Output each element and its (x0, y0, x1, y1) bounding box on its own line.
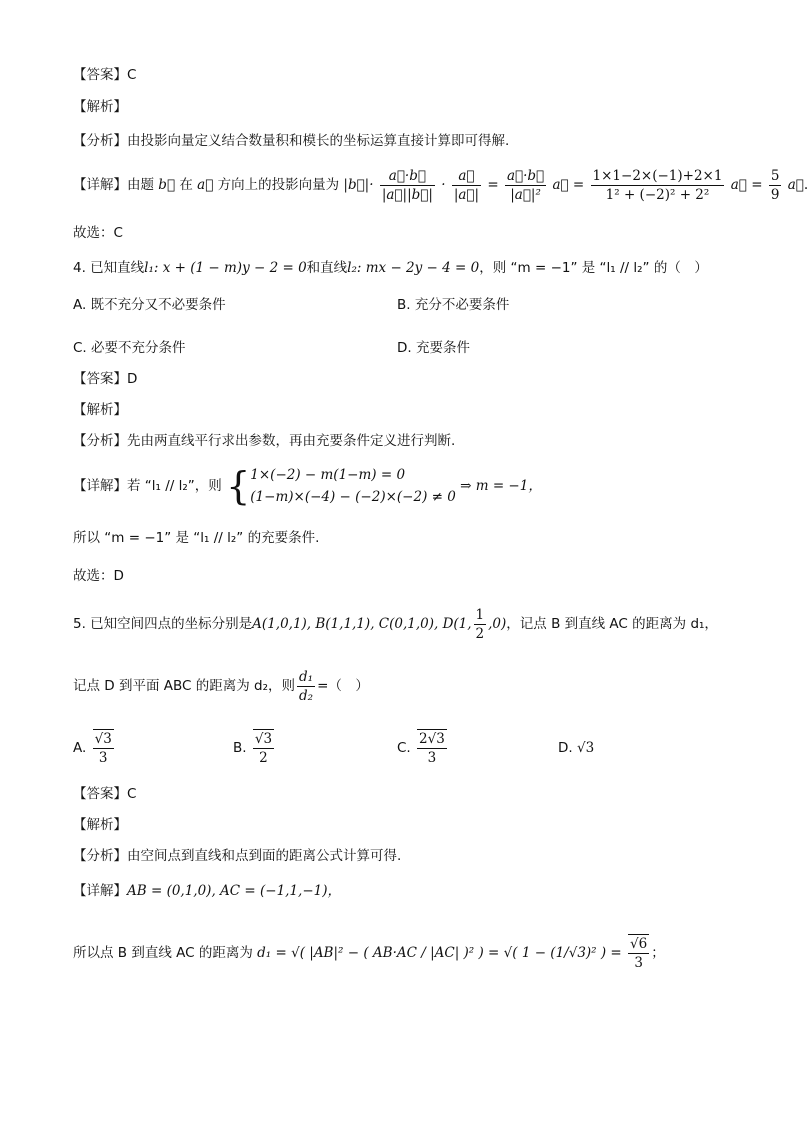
system-brace: { (226, 464, 251, 508)
distance-num: √6 (630, 936, 648, 952)
option-frac (417, 729, 447, 767)
equation-1: 1×(−2) − m(1−m) = 0 (250, 467, 406, 483)
q5-analysis-tag: 【解析】 (73, 817, 127, 833)
line-l2: l₂: mx − 2y − 4 = 0 (347, 260, 480, 276)
option-den: 3 (98, 750, 108, 766)
vector-coords: AB = (0,1,0), AC = (−1,1,−1)， (127, 883, 342, 899)
q4-analysis-tag: 【解析】 (73, 402, 127, 418)
q5-stem2-a: 记点 D 到平面 ABC 的距离为 d₂，则 (73, 678, 296, 694)
q5-stem-1 (73, 602, 718, 646)
option-frac (93, 729, 114, 767)
q5-answer-line (73, 784, 136, 804)
fenxi-text: 由投影向量定义结合数量积和模长的坐标运算直接计算即可得解. (127, 133, 510, 149)
big-numerator: 1×1−2×(−1)+2×1 (592, 167, 723, 184)
points-end: ,0) (488, 616, 507, 632)
option-frac (253, 729, 274, 767)
big-denominator: 1² + (−2)² + 2² (605, 186, 710, 203)
detail-text: 由题 (127, 177, 154, 193)
detail-text-mid: 在 (179, 177, 193, 193)
detail-tag: 【详解】 (73, 478, 127, 494)
q4-stem-b: 和直线 (306, 260, 348, 276)
q4-conclusion: 所以 “m = −1” 是 “l₁ // l₂” 的充要条件. (73, 530, 320, 546)
projection-frac-3: $\frac{a⃗\cdot b⃗}{\text{|a⃗|²}}$ (506, 167, 545, 203)
detail-tag: 【详解】 (73, 883, 127, 899)
projection-frac-2: $\frac{a⃗}{|a⃗|}$ (453, 167, 480, 203)
option-label: D. (558, 740, 573, 756)
q4-option-b: B. 充分不必要条件 (397, 297, 510, 313)
q4-stem-a: 4. 已知直线 (73, 260, 145, 276)
q3-analysis-tag: 【解析】 (73, 99, 127, 115)
answer-tag: 【答案】 (73, 67, 127, 83)
option-num: 2√3 (419, 731, 445, 747)
q4-detail (73, 462, 542, 510)
q5-stem2-b: =（ ） (317, 678, 369, 694)
distance-formula: d₁ = √( |AB|² − ( AB·AC / |AC| )² ) = √( 1 − (1/√3)² ) = (257, 945, 622, 961)
line-l1: l₁: x + (1 − m)y − 2 = 0 (144, 260, 307, 276)
fenxi-tag: 【分析】 (73, 433, 127, 449)
projection-formula: |b⃗|· (343, 177, 374, 193)
option-value: √3 (576, 740, 595, 756)
fenxi-text: 先由两直线平行求出参数，再由充要条件定义进行判断. (127, 433, 456, 449)
distance-den: 3 (634, 955, 643, 971)
equation-system (250, 464, 456, 508)
projection-frac-1: $\frac{a⃗\cdot b⃗}{|a⃗||b⃗|}$ (381, 167, 433, 203)
option-label: C. (397, 740, 411, 756)
fenxi-tag: 【分析】 (73, 133, 127, 149)
q4-choose: 故选：D (73, 568, 124, 584)
answer-tag: 【答案】 (73, 786, 127, 802)
q3-answer-line (73, 65, 136, 85)
answer-value: C (127, 786, 137, 802)
option-den: 2 (259, 750, 268, 766)
result-frac (769, 167, 782, 204)
result-num: 5 (770, 167, 780, 184)
projection-frac-4 (591, 167, 725, 204)
detail-text-mid2: 方向上的投影向量为 (217, 177, 340, 193)
q5-stem-2 (73, 664, 369, 708)
option-num: √3 (254, 731, 273, 747)
vector-b: b⃗ (158, 177, 176, 193)
option-num: √3 (94, 731, 112, 747)
q5-stem-a: 5. 已知空间四点的坐标分别是 (73, 616, 253, 632)
ratio-frac (297, 668, 315, 705)
option-label: A. (73, 740, 87, 756)
ratio-num: d₁ (299, 668, 314, 685)
equation-2: (1−m)×(−4) − (−2)×(−2) ≠ 0 (250, 489, 456, 505)
q4-answer-line (73, 369, 137, 389)
q4-stem-c: ，则 “m = −1” 是 “l₁ // l₂” 的（ ） (479, 260, 708, 276)
q4-fenxi (73, 431, 455, 451)
q4-stem (73, 258, 708, 278)
answer-tag: 【答案】 (73, 371, 127, 387)
q3-choose: 故选：C (73, 225, 123, 241)
detail-tag: 【详解】 (73, 177, 127, 193)
ratio-den: d₂ (299, 687, 314, 704)
option-label: B. (233, 740, 247, 756)
distance-result-frac (628, 934, 649, 972)
q5-option-c (397, 728, 449, 768)
q3-fenxi (73, 131, 509, 151)
option-den: 3 (427, 750, 437, 766)
q4-option-d: D. 充要条件 (397, 340, 470, 356)
q5-fenxi (73, 846, 401, 866)
fenxi-text: 由空间点到直线和点到面的距离公式计算可得. (127, 848, 402, 864)
q5-distance (73, 925, 665, 981)
q5-stem-b: ，记点 B 到直线 AC 的距离为 d₁， (506, 616, 718, 632)
q5-option-b (233, 728, 276, 768)
q4-option-a: A. 既不充分又不必要条件 (73, 297, 226, 313)
q4-option-c: C. 必要不充分条件 (73, 340, 186, 356)
distance-prefix: 所以点 B 到直线 AC 的距离为 (73, 945, 253, 961)
answer-value: D (127, 371, 138, 387)
half-den: 2 (475, 625, 485, 642)
fenxi-tag: 【分析】 (73, 848, 127, 864)
half-num: 1 (475, 606, 485, 623)
result-den: 9 (770, 186, 780, 203)
answer-value: C (127, 67, 137, 83)
q3-detail: 【详解】由题 b⃗ 在 a⃗ 方向上的投影向量为 |b⃗|· $\frac{a⃗\cdot b⃗}{|a⃗||b⃗|}$ · $\frac{a⃗}{|a⃗|}$ = $\frac{a⃗\cdot b⃗}{\text{|a⃗|²}}$ a⃗ = $\frac{1\times 1-2\times(-1)+2\times 1}{\text{1² + (−2)² + 2²}}$ a⃗ = $\frac{5}{9}$ a⃗. (73, 167, 808, 203)
q5-option-d (558, 728, 594, 768)
points-coords: A(1,0,1), B(1,1,1), C(0,1,0), D(1, (252, 616, 472, 632)
q5-detail (73, 881, 341, 901)
detail-result: ⇒ m = −1， (460, 478, 542, 494)
detail-text: 若 “l₁ // l₂”，则 (127, 478, 222, 494)
distance-end: ； (651, 945, 665, 961)
half-frac (474, 606, 487, 643)
q5-option-a (73, 728, 116, 768)
vector-a: a⃗ (197, 177, 214, 193)
